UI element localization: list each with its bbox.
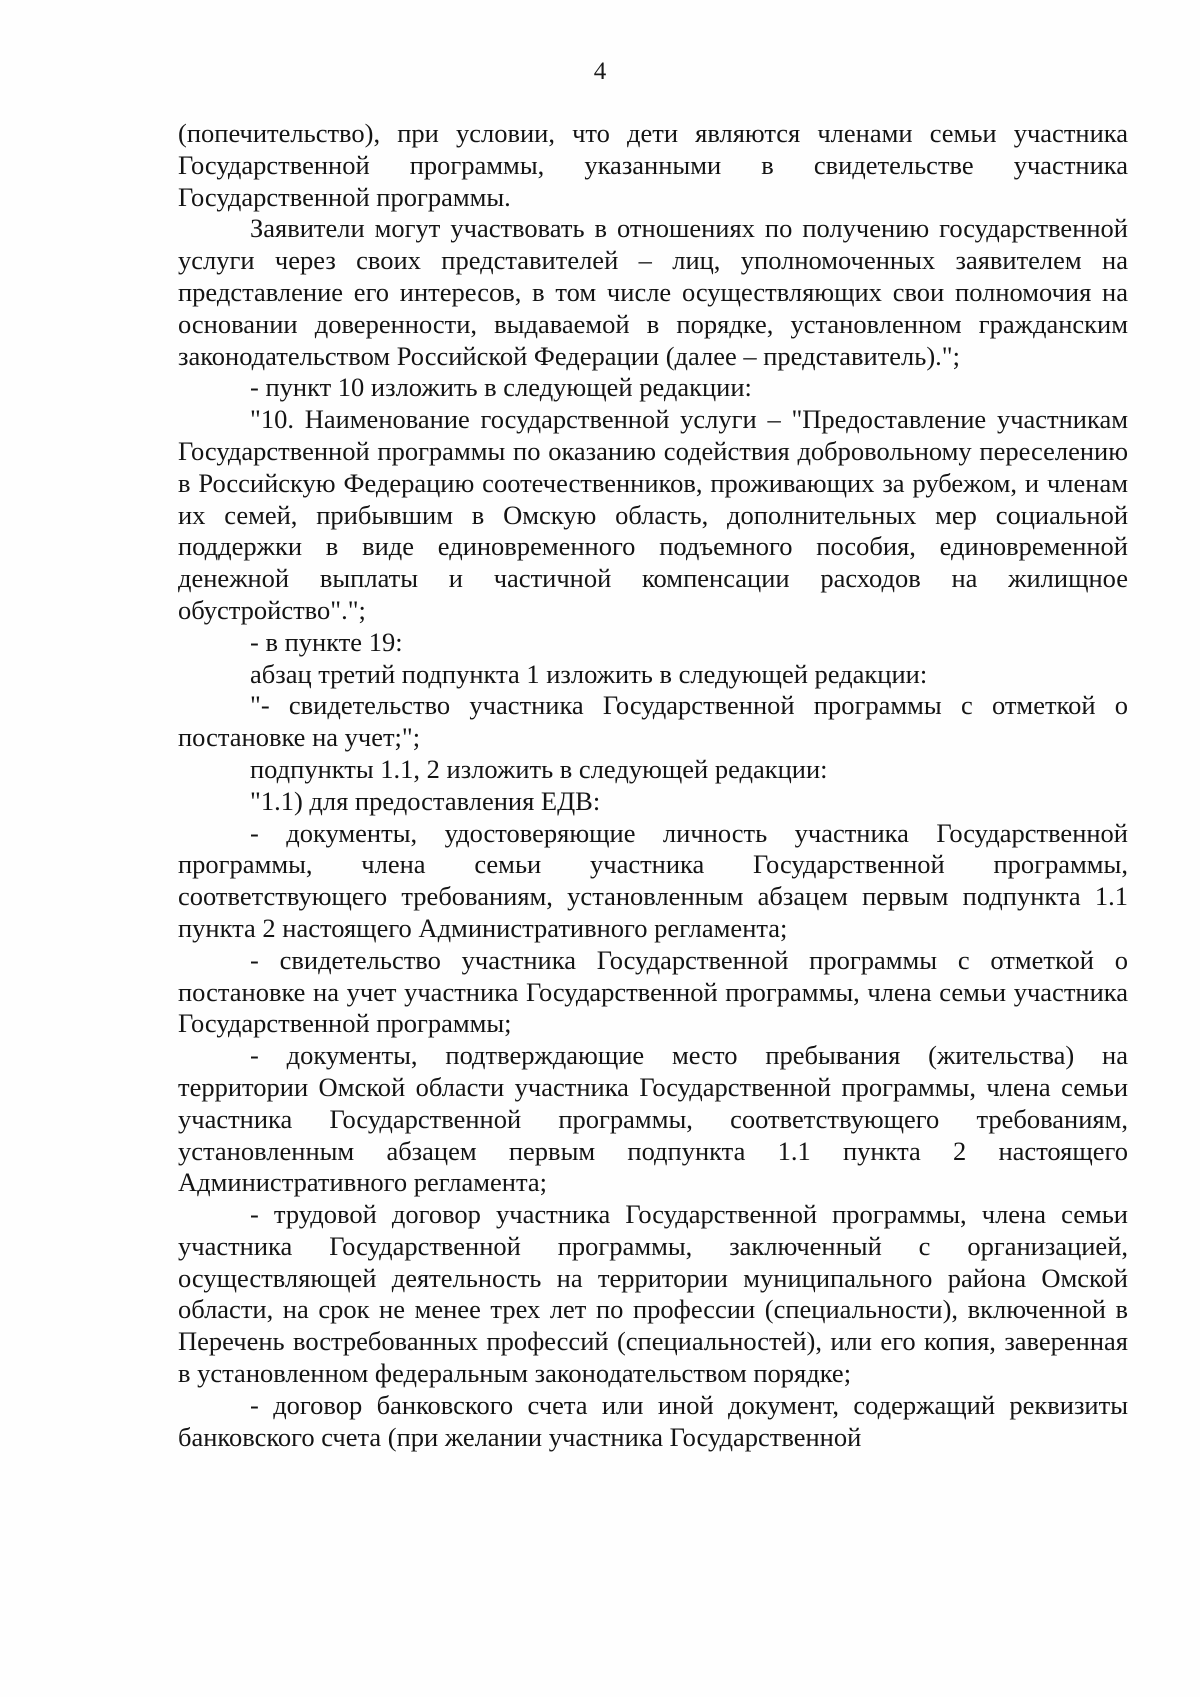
document-body (178, 118, 1128, 1453)
page-number: 4 (593, 58, 607, 85)
paragraph: "- свидетельство участника Государственной программы с отметкой о постановке на учет;"; (178, 690, 1128, 753)
paragraph: - в пункте 19: (250, 626, 403, 657)
paragraph: "1.1) для предоставления ЕДВ: (250, 785, 601, 816)
paragraph: абзац третий подпункта 1 изложить в следующей редакции: (250, 658, 928, 689)
paragraph: подпункты 1.1, 2 изложить в следующей редакции: (250, 753, 828, 784)
paragraph: - свидетельство участника Государственной программы с отметкой о постановке на учет участника Государственной программы, члена семьи участника Государственной программы; (178, 944, 1128, 1039)
paragraph: - договор банковского счета или иной документ, содержащий реквизиты банковского счета (при желании участника Государственной (178, 1389, 1128, 1452)
paragraph: "10. Наименование государственной услуги – "Предоставление участникам Государственной программы по оказанию содействия добровольному переселению в Российскую Федерацию соотечественников, проживающих за рубежом, и членам их семей, прибывшим в Омскую область, дополнительных мер социальной поддержки в виде единовременного подъемного пособия, единовременной денежной выплаты и частичной компенсации расходов на жилищное обустройство"."; (178, 404, 1128, 625)
paragraph: - документы, удостоверяющие личность участника Государственной программы, члена семьи участника Государственной программы, соответствующего требованиям, установленным абзацем первым подпункта 1.1 пункта 2 настоящего Административного регламента; (178, 817, 1128, 943)
paragraph: - пункт 10 изложить в следующей редакции: (250, 372, 752, 403)
paragraph: (попечительство), при условии, что дети являются членами семьи участника Государственной программы, указанными в свидетельстве участника Государственной программы. (178, 118, 1128, 212)
paragraph: - документы, подтверждающие место пребывания (жительства) на территории Омской области участника Государственной программы, члена семьи участника Государственной программы, соответствующего требованиям, установленным абзацем первым подпункта 1.1 пункта 2 настоящего Административного регламента; (178, 1040, 1128, 1198)
paragraph: - трудовой договор участника Государственной программы, члена семьи участника Государственной программы, заключенный с организацией, осуществляющей деятельность на территории муниципального района Омской области, на срок не менее трех лет по профессии (специальности), включенной в Перечень востребованных профессий (специальностей), или его копия, заверенная в установленном федеральным законодательством порядке; (178, 1199, 1128, 1389)
paragraph: Заявители могут участвовать в отношениях по получению государственной услуги через своих представителей – лиц, уполномоченных заявителем на представление его интересов, в том числе осуществляющих свои полномочия на основании доверенности, выдаваемой в порядке, установленном гражданским законодательством Российской Федерации (далее – представитель)."; (178, 213, 1128, 371)
